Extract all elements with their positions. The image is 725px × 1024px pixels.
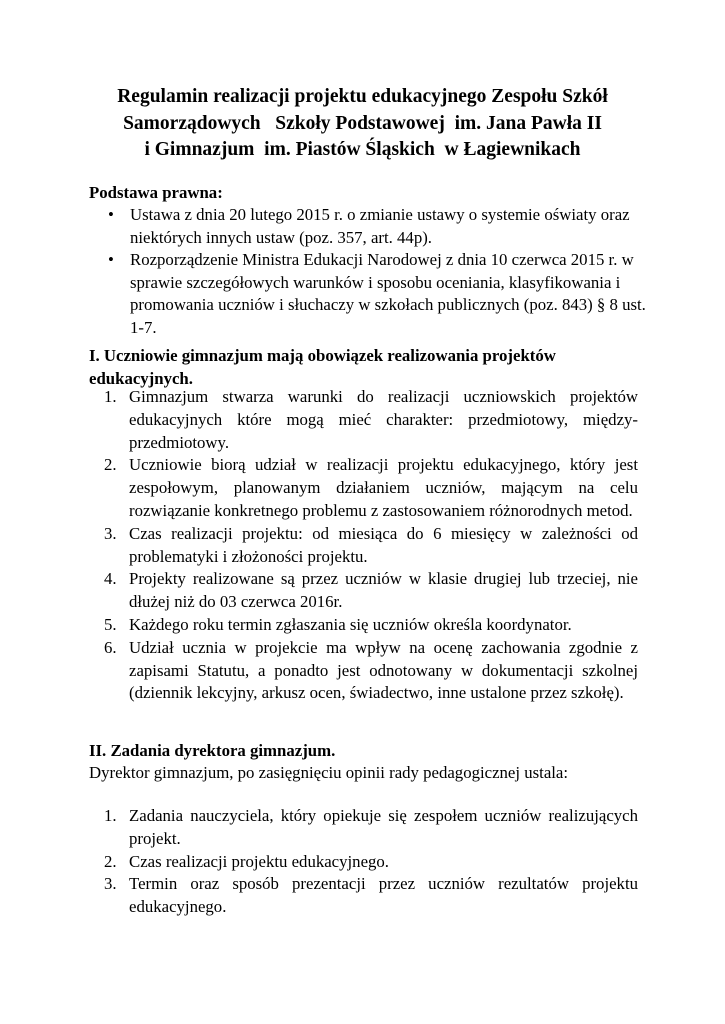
section-1-list <box>104 386 638 705</box>
document-title <box>60 84 665 164</box>
list-item: 3. Termin oraz sposób prezentacji przez uczniów rezultatów projektu edukacyjnego. <box>104 874 638 917</box>
legal-basis-list <box>89 204 649 339</box>
section-2-intro: Dyrektor gimnazjum, po zasięgnięciu opinii rady pedagogicznej ustala: <box>89 763 569 782</box>
list-item: 1. Zadania nauczyciela, który opiekuje się zespołem uczniów realizujących projekt. <box>104 806 638 848</box>
bullet-icon: • <box>108 250 114 269</box>
section-2-item-1: Zadania nauczyciela, który opiekuje się zespołem uczniów realizujących projekt. <box>129 806 638 848</box>
legal-basis-heading: Podstawa prawna: <box>89 183 223 202</box>
list-item: 4. Projekty realizowane są przez uczniów w klasie drugiej lub trzeciej, nie dłużej niż do 03 czerwca 2016r. <box>104 569 638 612</box>
section-1-item-3: Czas realizacji projektu: od miesiąca do 6 miesięcy w zależności od problematyki i złożoności projektu. <box>129 523 638 566</box>
list-item: 2. Uczniowie biorą udział w realizacji projektu edukacyjnego, który jest zespołowym, planowanym działaniem uczniów, mającym na celu rozwiązanie konkretnego problemu z zastosowaniem różnorodnych metod. <box>104 455 638 520</box>
section-1-item-1: Gimnazjum stwarza warunki do realizacji uczniowskich projektów edukacyjnych które mogą mieć charakter: przedmiotowy, między-przedmiotowy. <box>129 387 638 452</box>
section-1-heading-line-2: edukacyjnych. <box>89 368 193 388</box>
list-item: 1. Gimnazjum stwarza warunki do realizacji uczniowskich projektów edukacyjnych które mogą mieć charakter: przedmiotowy, między-przedmiotowy. <box>104 387 638 452</box>
list-item: 2. Czas realizacji projektu edukacyjnego. <box>104 851 389 871</box>
list-item: 5. Każdego roku termin zgłaszania się uczniów określa koordynator. <box>104 614 572 634</box>
title-line-3: i Gimnazjum im. Piastów Śląskich w Łagiewnikach <box>144 139 581 160</box>
section-1-item-4: Projekty realizowane są przez uczniów w klasie drugiej lub trzeciej, nie dłużej niż do 03 czerwca 2016r. <box>129 569 638 612</box>
list-item: 6. Udział ucznia w projekcie ma wpływ na ocenę zachowania zgodnie z zapisami Statutu, a ponadto jest odnotowany w dokumentacji szkolnej (dziennik lekcyjny, arkusz ocen, świadectwo, inne ustalone przez szkołę). <box>104 637 638 703</box>
list-item <box>89 249 649 339</box>
title-line-2: Samorządowych Szkoły Podstawowej im. Jana Pawła II <box>123 112 602 134</box>
section-1-item-6: Udział ucznia w projekcie ma wpływ na ocenę zachowania zgodnie z zapisami Statutu, a ponadto jest odnotowany w dokumentacji szkolnej (dziennik lekcyjny, arkusz ocen, świadectwo, inne ustalone przez szkołę). <box>129 637 638 703</box>
section-2-list <box>104 805 638 919</box>
section-1-item-5: Każdego roku termin zgłaszania się uczniów określa koordynator. <box>129 614 572 634</box>
legal-basis-item-1: Ustawa z dnia 20 lutego 2015 r. o zmianie ustawy o systemie oświaty oraz niektórych innych ustaw (poz. 357, art. 44p). <box>130 205 630 247</box>
legal-basis-item-2: Rozporządzenie Ministra Edukacji Narodowej z dnia 10 czerwca 2015 r. w sprawie szczegółowych warunków i sposobu oceniania, klasyfikowania i promowania uczniów i słuchaczy w szkołach publicznych (poz. 843) § 8 ust. 1-7. <box>130 250 646 337</box>
list-item: 3. Czas realizacji projektu: od miesiąca do 6 miesięcy w zależności od problematyki i złożoności projektu. <box>104 523 638 566</box>
bullet-icon: • <box>108 205 114 224</box>
section-2-item-3: Termin oraz sposób prezentacji przez uczniów rezultatów projektu edukacyjnego. <box>129 874 638 917</box>
section-2-heading: II. Zadania dyrektora gimnazjum. <box>89 741 336 760</box>
section-1-heading <box>89 345 556 390</box>
section-1-item-2: Uczniowie biorą udział w realizacji projektu edukacyjnego, który jest zespołowym, planowanym działaniem uczniów, mającym na celu rozwiązanie konkretnego problemu z zastosowaniem różnorodnych metod. <box>129 455 638 520</box>
section-1-heading-line-1: I. Uczniowie gimnazjum mają obowiązek realizowania projektów <box>89 346 556 365</box>
section-2-item-2: Czas realizacji projektu edukacyjnego. <box>129 851 389 871</box>
list-item <box>89 204 649 249</box>
title-line-1: Regulamin realizacji projektu edukacyjnego Zespołu Szkół <box>117 86 608 107</box>
